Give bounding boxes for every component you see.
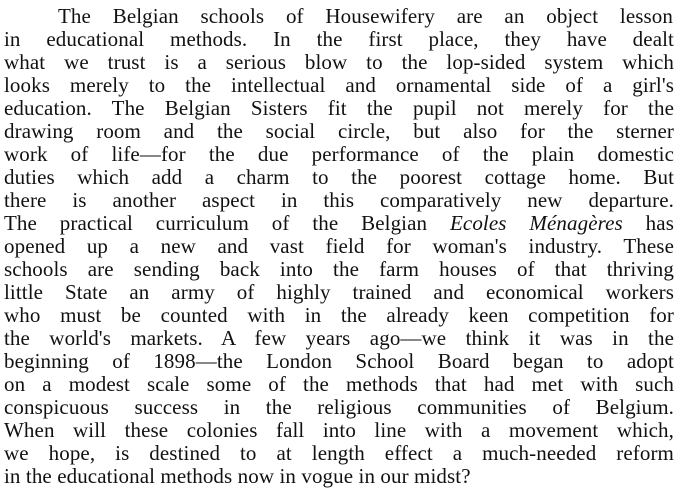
text-line-10-start: The practical curriculum of the Belgian bbox=[4, 211, 428, 235]
text-line-17: on a modest scale some of the methods that had met with such bbox=[4, 372, 674, 396]
text-line-4: looks merely to the intellectual and ornamental side of a girl's bbox=[4, 73, 674, 97]
text-line-15: the world's markets. A few years ago—we think it was in the bbox=[4, 326, 674, 350]
text-line-14: who must be counted with in the already keen competition for bbox=[4, 303, 674, 327]
text-line-19: When will these colonies fall into line with a movement which, bbox=[4, 418, 674, 442]
text-line-6: drawing room and the social circle, but also for the sterner bbox=[4, 119, 674, 143]
text-line-9: there is another aspect in this comparatively new departure. bbox=[4, 188, 674, 212]
text-line-2: in educational methods. In the first place, they have dealt bbox=[4, 27, 674, 51]
text-line-18: conspicuous success in the religious communities of Belgium. bbox=[4, 395, 674, 419]
text-line-10-end: has bbox=[645, 211, 674, 235]
text-line-16: beginning of 1898—the London School Board began to adopt bbox=[4, 349, 674, 373]
italic-phrase: Ecoles Ménagères bbox=[449, 211, 623, 235]
text-line-10 bbox=[4, 212, 674, 234]
text-line-3: what we trust is a serious blow to the lop-sided system which bbox=[4, 50, 674, 74]
text-line-21: in the educational methods now in vogue in our midst? bbox=[4, 464, 471, 488]
text-line-12: schools are sending back into the farm houses of that thriving bbox=[4, 257, 674, 281]
text-line-20: we hope, is destined to at length effect a much-needed reform bbox=[4, 441, 674, 465]
text-line-13: little State an army of highly trained and economical workers bbox=[4, 280, 674, 304]
text-line-11: opened up a new and vast field for woman's industry. These bbox=[4, 234, 674, 258]
text-line-8: duties which add a charm to the poorest cottage home. But bbox=[4, 165, 674, 189]
text-line-1: The Belgian schools of Housewifery are an object lesson bbox=[58, 4, 673, 28]
text-line-7: work of life—for the due performance of the plain domestic bbox=[4, 142, 674, 166]
text-line-5: education. The Belgian Sisters fit the pupil not merely for the bbox=[4, 96, 674, 120]
